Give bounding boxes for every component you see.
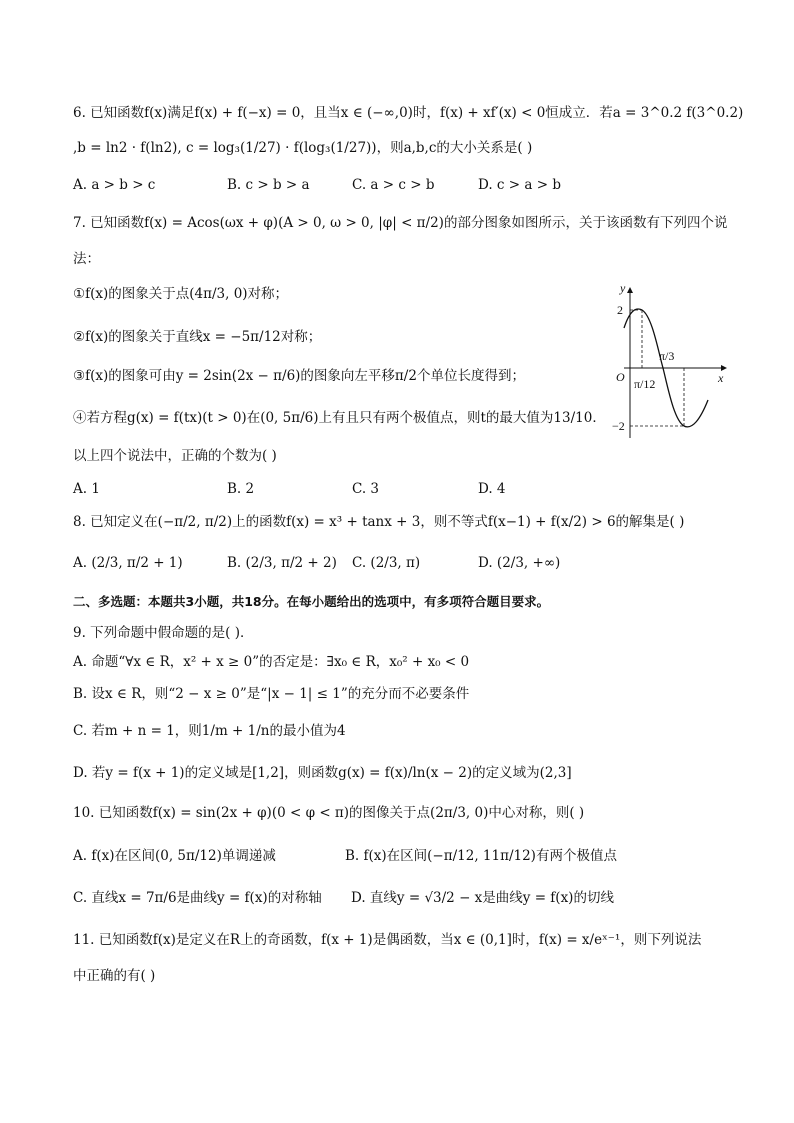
q7-statement-1: ①f(x)的图象关于点(4π/3, 0)对称； [73, 286, 289, 302]
q6-option-b: B. c > b > a [227, 177, 310, 193]
q7-stem-line2: 法： [73, 251, 100, 267]
q7-statement-2: ②f(x)的图象关于直线x = −5π/12对称； [73, 329, 322, 345]
q8-option-b: B. (2/3, π/2 + 2) [227, 555, 337, 571]
q10-option-a: A. f(x)在区间(0, 5π/12)单调递减 [73, 848, 276, 864]
q10-option-d: D. 直线y = √3/2 − x是曲线y = f(x)的切线 [351, 890, 614, 906]
x-axis-label: x [718, 371, 724, 385]
q8-option-c: C. (2/3, π) [352, 555, 421, 571]
q7-option-d: D. 4 [478, 481, 506, 497]
q9-option-d: D. 若y = f(x + 1)的定义域是[1,2]，则函数g(x) = f(x)/ln(x − 2)的定义域为(2,3] [73, 765, 572, 781]
origin-label: O [616, 370, 625, 384]
q7-statement-4: ④若方程g(x) = f(tx)(t > 0)在(0, 5π/6)上有且只有两个极值点，则t的最大值为13/10． [73, 410, 606, 426]
q11-stem-line1: 11. 已知函数f(x)是定义在R上的奇函数，f(x + 1)是偶函数，当x ∈ (0,1]时，f(x) = x/eˣ⁻¹，则下列说法 [73, 932, 702, 948]
x-tick-pi-3: π/3 [659, 349, 675, 363]
q8-option-d: D. (2/3, +∞) [478, 555, 561, 571]
q7-tail: 以上四个说法中，正确的个数为( ) [73, 448, 277, 464]
q7-stem-line1: 7. 已知函数f(x) = Acos(ωx + φ)(A > 0, ω > 0, |φ| < π/2)的部分图象如图所示，关于该函数有下列四个说 [73, 215, 728, 231]
q6-option-d: D. c > a > b [478, 177, 561, 193]
y-max-label: 2 [617, 303, 623, 317]
q11-stem-line2: 中正确的有( ) [73, 968, 156, 984]
q9-option-c: C. 若m + n = 1，则1/m + 1/n的最小值为4 [73, 723, 346, 739]
q6-option-a: A. a > b > c [73, 177, 156, 193]
q7-statement-3: ③f(x)的图象可由y = 2sin(2x − π/6)的图象向左平移π/2个单位长度得到； [73, 368, 525, 384]
q8-stem: 8. 已知定义在(−π/2, π/2)上的函数f(x) = x³ + tanx + 3，则不等式f(x−1) + f(x/2) > 6的解集是( ) [73, 514, 685, 530]
q10-option-b: B. f(x)在区间(−π/12, 11π/12)有两个极值点 [345, 848, 617, 864]
q9-option-a: A. 命题“∀x ∈ R，x² + x ≥ 0”的否定是：∃x₀ ∈ R，x₀² + x₀ < 0 [73, 654, 470, 670]
q7-function-graph [604, 280, 734, 440]
q7-option-c: C. 3 [352, 481, 380, 497]
q10-stem: 10. 已知函数f(x) = sin(2x + φ)(0 < φ < π)的图像关于点(2π/3, 0)中心对称，则( ) [73, 805, 585, 821]
y-axis-label: y [620, 281, 626, 295]
q7-option-a: A. 1 [73, 481, 100, 497]
q6-option-c: C. a > c > b [352, 177, 435, 193]
q9-option-b: B. 设x ∈ R，则“2 − x ≥ 0”是“|x − 1| ≤ 1”的充分而不必要条件 [73, 686, 470, 702]
q9-stem: 9. 下列命题中假命题的是( )． [73, 625, 254, 641]
y-min-label: −2 [612, 419, 625, 433]
q7-option-b: B. 2 [227, 481, 255, 497]
section-2-header: 二、多选题：本题共3小题，共18分。在每小题给出的选项中，有多项符合题目要求。 [73, 594, 550, 609]
q8-option-a: A. (2/3, π/2 + 1) [73, 555, 183, 571]
q10-option-c: C. 直线x = 7π/6是曲线y = f(x)的对称轴 [73, 890, 322, 906]
q6-stem-line2: ,b = ln2 · f(ln2), c = log₃(1/27) · f(log₃(1/27))，则a,b,c的大小关系是( ) [73, 140, 533, 156]
q6-stem-line1: 6. 已知函数f(x)满足f(x) + f(−x) = 0，且当x ∈ (−∞,0)时，f(x) + xf′(x) < 0恒成立．若a = 3^0.2 f(3^0.2) [73, 105, 744, 121]
x-tick-pi-12: π/12 [634, 377, 656, 391]
